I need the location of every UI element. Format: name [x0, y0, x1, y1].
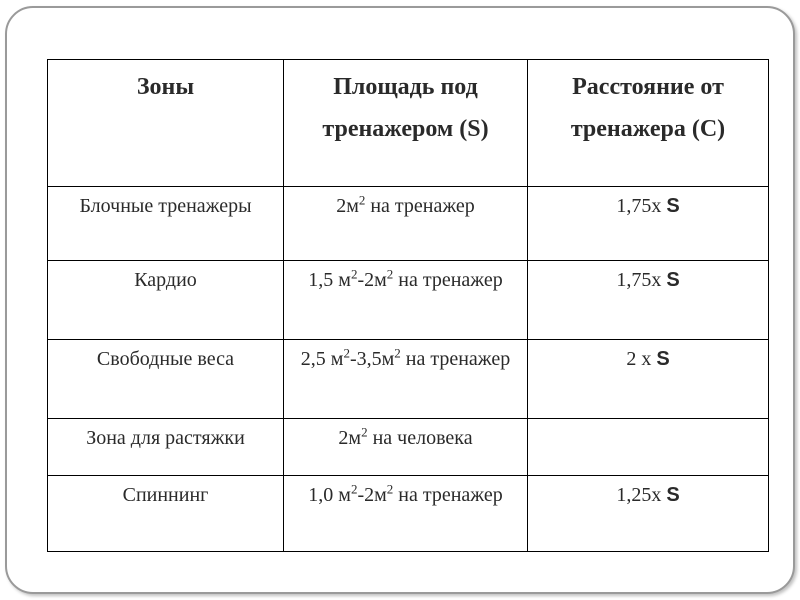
- table-row: [48, 476, 769, 552]
- zones-table: [47, 59, 769, 552]
- table-row: [48, 419, 769, 476]
- area-cell: $2м^2$ на человека: [284, 419, 528, 476]
- distance-cell: 1,25х S: [528, 476, 769, 552]
- table-row: [48, 261, 769, 340]
- area-cell: 1,5 $м^2-2м^2$ на тренажер: [284, 261, 528, 340]
- distance-cell: [528, 419, 769, 476]
- zone-cell: Спиннинг: [48, 476, 284, 552]
- distance-cell: 2 х S: [528, 340, 769, 419]
- area-cell: $2м^2$ на тренажер: [284, 187, 528, 261]
- zone-cell: Свободные веса: [48, 340, 284, 419]
- header-zones: Зоны: [48, 60, 284, 187]
- table-header-row: [48, 60, 769, 187]
- distance-cell: 1,75х S: [528, 187, 769, 261]
- distance-cell: 1,75х S: [528, 261, 769, 340]
- header-area: Площадь под тренажером (S): [284, 60, 528, 187]
- table-row: [48, 340, 769, 419]
- zone-cell: Зона для растяжки: [48, 419, 284, 476]
- table-row: [48, 187, 769, 261]
- area-cell: 2,5 $м^2-3,5м^2$ на тренажер: [284, 340, 528, 419]
- zone-cell: Блочные тренажеры: [48, 187, 284, 261]
- zone-cell: Кардио: [48, 261, 284, 340]
- area-cell: 1,0 $м^2-2м^2$ на тренажер: [284, 476, 528, 552]
- header-distance: Расстояние от тренажера (С): [528, 60, 769, 187]
